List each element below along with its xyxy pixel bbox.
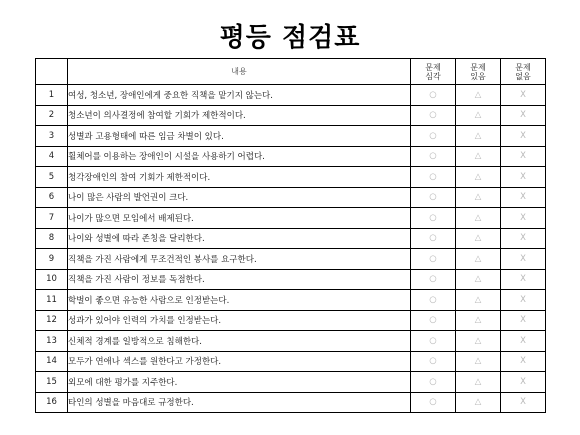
serious-mark-option[interactable]: ○ bbox=[411, 392, 456, 413]
row-statement: 모두가 연애나 섹스를 원한다고 가정한다. bbox=[68, 351, 411, 372]
none-header-line1: 문제 bbox=[515, 62, 531, 72]
none-mark-option[interactable]: X bbox=[501, 331, 546, 352]
serious-mark-option[interactable]: ○ bbox=[411, 228, 456, 249]
exists-header-line2: 있음 bbox=[470, 71, 486, 81]
serious-mark-option[interactable]: ○ bbox=[411, 126, 456, 147]
table-row bbox=[36, 85, 546, 106]
row-statement: 나이가 많으면 모임에서 배제된다. bbox=[68, 208, 411, 229]
no-problem-header bbox=[501, 59, 546, 85]
exists-mark-option[interactable]: △ bbox=[456, 208, 501, 229]
serious-mark-option[interactable]: ○ bbox=[411, 269, 456, 290]
row-statement: 성별과 고용형태에 따른 임금 차별이 있다. bbox=[68, 126, 411, 147]
content-header: 내용 bbox=[68, 59, 411, 85]
none-mark-option[interactable]: X bbox=[501, 310, 546, 331]
table-row bbox=[36, 146, 546, 167]
row-statement: 외모에 대한 평가를 지주한다. bbox=[68, 372, 411, 393]
table-row bbox=[36, 126, 546, 147]
none-mark-option[interactable]: X bbox=[501, 85, 546, 106]
row-number: 1 bbox=[36, 85, 68, 106]
serious-mark-option[interactable]: ○ bbox=[411, 310, 456, 331]
row-number: 12 bbox=[36, 310, 68, 331]
row-number: 14 bbox=[36, 351, 68, 372]
table-row bbox=[36, 372, 546, 393]
none-mark-option[interactable]: X bbox=[501, 249, 546, 270]
table-row bbox=[36, 310, 546, 331]
row-number: 5 bbox=[36, 167, 68, 188]
none-mark-option[interactable]: X bbox=[501, 146, 546, 167]
exists-mark-option[interactable]: △ bbox=[456, 105, 501, 126]
row-number: 15 bbox=[36, 372, 68, 393]
table-row bbox=[36, 208, 546, 229]
none-mark-option[interactable]: X bbox=[501, 208, 546, 229]
serious-mark-option[interactable]: ○ bbox=[411, 105, 456, 126]
row-statement: 청각장애인의 참여 기회가 제한적이다. bbox=[68, 167, 411, 188]
row-number: 10 bbox=[36, 269, 68, 290]
table-row bbox=[36, 228, 546, 249]
page-title: 평등 점검표 bbox=[219, 23, 361, 53]
row-statement: 신체적 경계를 일방적으로 침해한다. bbox=[68, 331, 411, 352]
table-row bbox=[36, 105, 546, 126]
row-statement: 직책을 가진 사람이 정보를 독점한다. bbox=[68, 269, 411, 290]
none-header-line2: 없음 bbox=[515, 71, 531, 81]
none-mark-option[interactable]: X bbox=[501, 392, 546, 413]
table-row bbox=[36, 269, 546, 290]
exists-mark-option[interactable]: △ bbox=[456, 310, 501, 331]
serious-mark-option[interactable]: ○ bbox=[411, 290, 456, 311]
row-number: 11 bbox=[36, 290, 68, 311]
row-statement: 나이와 성별에 따라 존칭을 달리한다. bbox=[68, 228, 411, 249]
none-mark-option[interactable]: X bbox=[501, 126, 546, 147]
table-row bbox=[36, 249, 546, 270]
row-number: 3 bbox=[36, 126, 68, 147]
row-statement: 직책을 가진 사람에게 무조건적인 봉사를 요구한다. bbox=[68, 249, 411, 270]
exists-mark-option[interactable]: △ bbox=[456, 187, 501, 208]
row-statement: 성과가 있어야 인력의 가치를 인정받는다. bbox=[68, 310, 411, 331]
serious-header-line1: 문제 bbox=[425, 62, 441, 72]
table-row bbox=[36, 167, 546, 188]
checklist-table bbox=[35, 58, 546, 413]
none-mark-option[interactable]: X bbox=[501, 351, 546, 372]
table-row bbox=[36, 187, 546, 208]
serious-mark-option[interactable]: ○ bbox=[411, 351, 456, 372]
exists-mark-option[interactable]: △ bbox=[456, 351, 501, 372]
exists-mark-option[interactable]: △ bbox=[456, 249, 501, 270]
none-mark-option[interactable]: X bbox=[501, 228, 546, 249]
exists-mark-option[interactable]: △ bbox=[456, 126, 501, 147]
serious-mark-option[interactable]: ○ bbox=[411, 249, 456, 270]
none-mark-option[interactable]: X bbox=[501, 372, 546, 393]
row-number: 2 bbox=[36, 105, 68, 126]
row-number: 6 bbox=[36, 187, 68, 208]
row-statement: 청소년이 의사결정에 참여할 기회가 제한적이다. bbox=[68, 105, 411, 126]
row-number: 4 bbox=[36, 146, 68, 167]
exists-mark-option[interactable]: △ bbox=[456, 372, 501, 393]
none-mark-option[interactable]: X bbox=[501, 290, 546, 311]
row-number: 13 bbox=[36, 331, 68, 352]
table-row bbox=[36, 392, 546, 413]
row-statement: 나이 많은 사람의 발언권이 크다. bbox=[68, 187, 411, 208]
row-number: 16 bbox=[36, 392, 68, 413]
none-mark-option[interactable]: X bbox=[501, 167, 546, 188]
exists-mark-option[interactable]: △ bbox=[456, 290, 501, 311]
table-row bbox=[36, 290, 546, 311]
serious-header-line2: 심각 bbox=[425, 71, 441, 81]
row-number: 8 bbox=[36, 228, 68, 249]
serious-problem-header bbox=[411, 59, 456, 85]
exists-mark-option[interactable]: △ bbox=[456, 167, 501, 188]
exists-header-line1: 문제 bbox=[470, 62, 486, 72]
serious-mark-option[interactable]: ○ bbox=[411, 208, 456, 229]
serious-mark-option[interactable]: ○ bbox=[411, 331, 456, 352]
table-row bbox=[36, 331, 546, 352]
row-statement: 학벌이 좋으면 유능한 사람으로 인정받는다. bbox=[68, 290, 411, 311]
table-row bbox=[36, 351, 546, 372]
exists-mark-option[interactable]: △ bbox=[456, 392, 501, 413]
serious-mark-option[interactable]: ○ bbox=[411, 146, 456, 167]
none-mark-option[interactable]: X bbox=[501, 105, 546, 126]
exists-mark-option[interactable]: △ bbox=[456, 146, 501, 167]
exists-mark-option[interactable]: △ bbox=[456, 331, 501, 352]
none-mark-option[interactable]: X bbox=[501, 269, 546, 290]
serious-mark-option[interactable]: ○ bbox=[411, 85, 456, 106]
row-statement: 휠체어를 이용하는 장애인이 시설을 사용하기 어렵다. bbox=[68, 146, 411, 167]
problem-exists-header bbox=[456, 59, 501, 85]
serious-mark-option[interactable]: ○ bbox=[411, 187, 456, 208]
none-mark-option[interactable]: X bbox=[501, 187, 546, 208]
serious-mark-option[interactable]: ○ bbox=[411, 167, 456, 188]
exists-mark-option[interactable]: △ bbox=[456, 269, 501, 290]
row-number: 9 bbox=[36, 249, 68, 270]
row-statement: 여성, 청소년, 장애인에게 중요한 직책을 맡기지 않는다. bbox=[68, 85, 411, 106]
exists-mark-option[interactable]: △ bbox=[456, 228, 501, 249]
row-statement: 타인의 성별을 마음대로 규정한다. bbox=[68, 392, 411, 413]
row-number: 7 bbox=[36, 208, 68, 229]
number-header bbox=[36, 59, 68, 85]
header-row bbox=[36, 59, 546, 85]
exists-mark-option[interactable]: △ bbox=[456, 85, 501, 106]
serious-mark-option[interactable]: ○ bbox=[411, 372, 456, 393]
